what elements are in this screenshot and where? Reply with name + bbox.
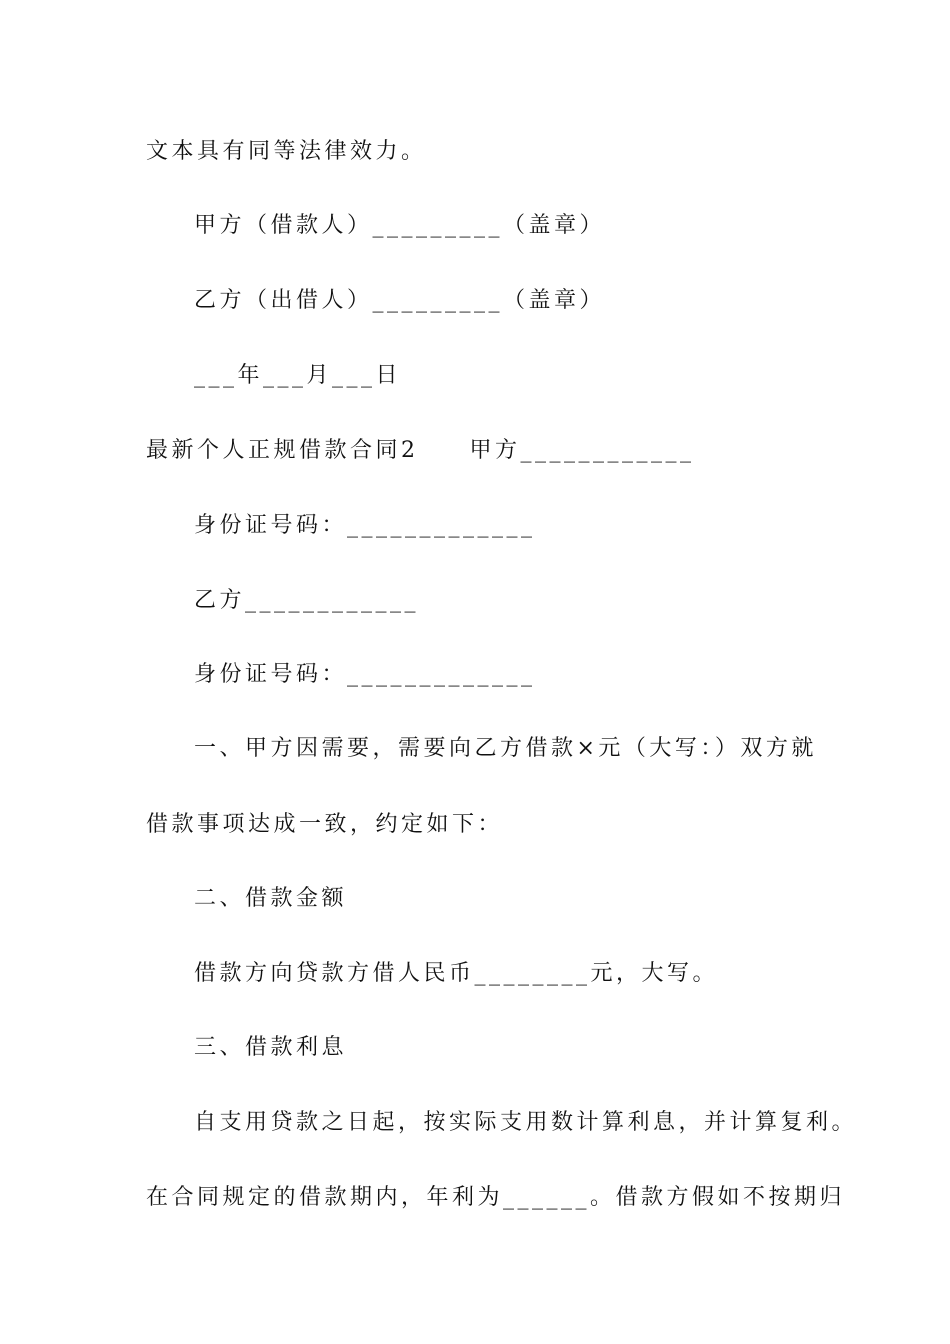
interest-line-2: 在合同规定的借款期内，年利为______。借款方假如不按期归 xyxy=(146,1185,846,1210)
party-b-line: 乙方____________ xyxy=(194,588,420,613)
paragraph-line: 文本具有同等法律效力。 xyxy=(146,139,427,164)
date-line: ___年___月___日 xyxy=(194,363,402,388)
signature-line-party-a: 甲方（借款人）_________（盖章） xyxy=(194,213,606,238)
section-heading-interest: 三、借款利息 xyxy=(194,1035,348,1060)
amount-line: 借款方向贷款方借人民币________元，大写。 xyxy=(194,961,719,986)
clause-one-line-1: 一、甲方因需要，需要向乙方借款×元（大写：）双方就 xyxy=(194,736,817,761)
clause-one-line-2: 借款事项达成一致，约定如下： xyxy=(146,812,504,837)
id-number-line-party-b: 身份证号码：_____________ xyxy=(194,662,536,687)
contract-title-line: 最新个人正规借款合同2 甲方____________ xyxy=(146,438,695,463)
signature-line-party-b: 乙方（出借人）_________（盖章） xyxy=(194,288,606,313)
interest-line-1: 自支用贷款之日起，按实际支用数计算利息，并计算复利。 xyxy=(194,1110,858,1135)
id-number-line-party-a: 身份证号码：_____________ xyxy=(194,513,536,538)
section-heading-amount: 二、借款金额 xyxy=(194,886,348,911)
